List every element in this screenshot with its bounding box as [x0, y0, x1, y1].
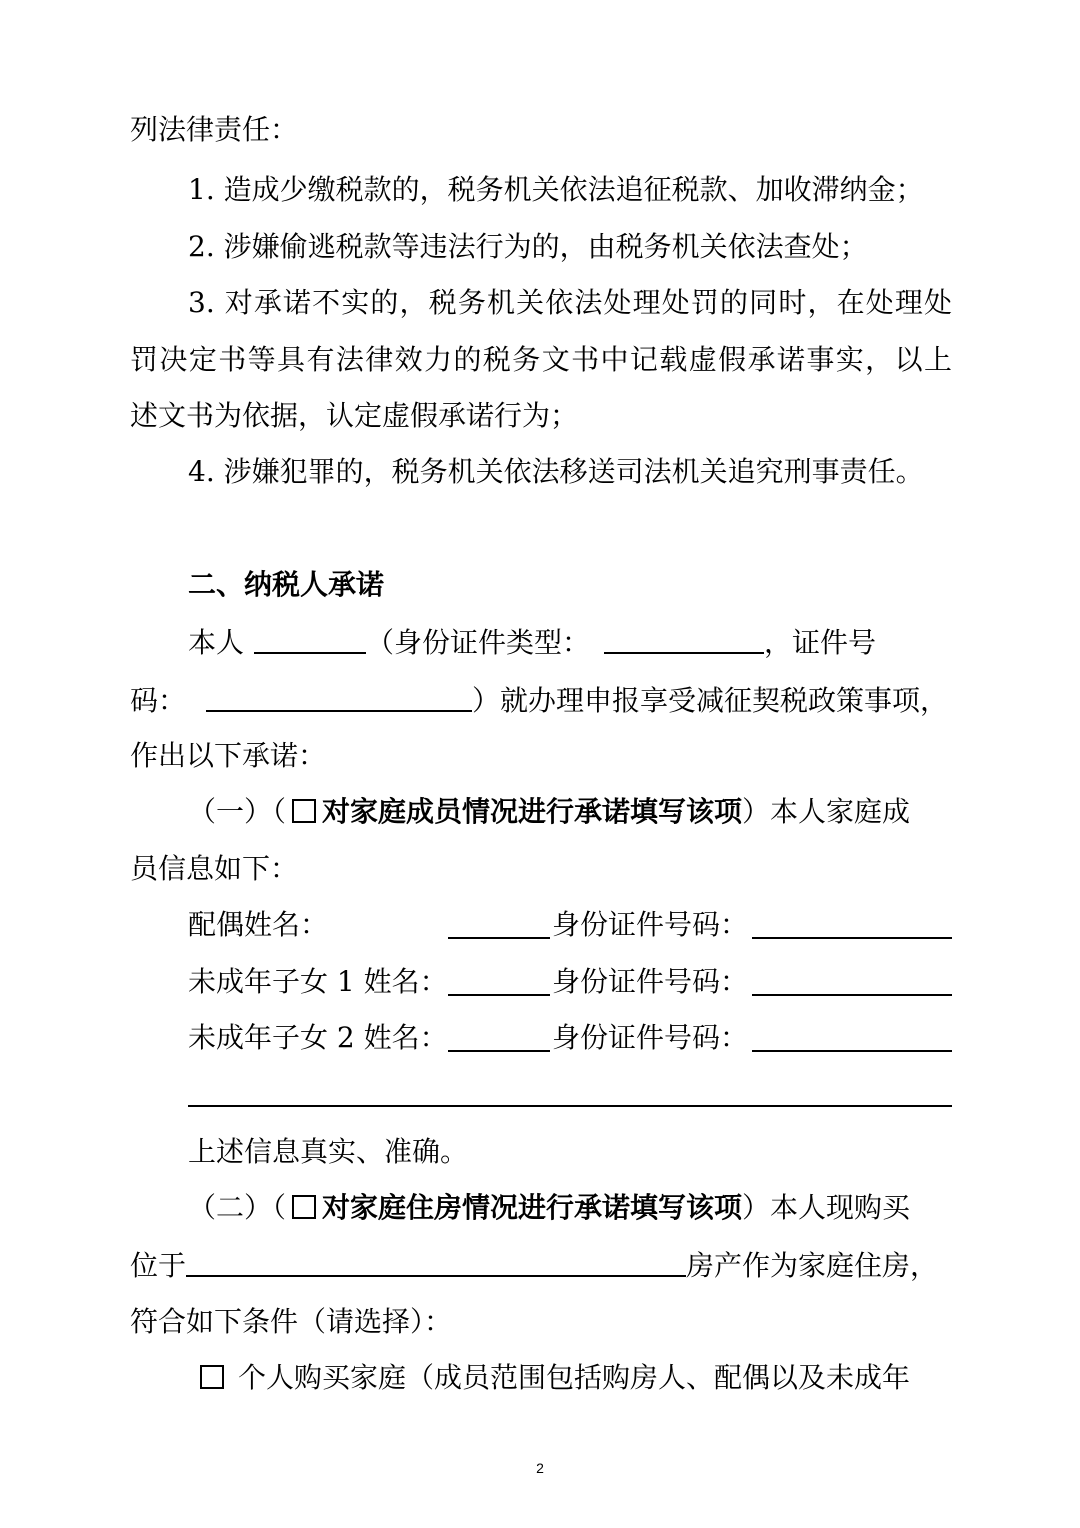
commitment-line-1 [188, 622, 952, 663]
child-1-id-blank[interactable] [752, 994, 952, 996]
paragraph-item-3-line-1: 3. 对承诺不实的，税务机关依法处理处罚的同时，在处理处 [188, 286, 952, 319]
paragraph-item-3-line-3: 述文书为依据，认定虚假承诺行为； [130, 399, 579, 432]
info-true-statement: 上述信息真实、准确。 [188, 1135, 469, 1168]
item-2-bold-text: 对家庭住房情况进行承诺填写该项 [322, 1191, 743, 1224]
paragraph-item-4: 4. 涉嫌犯罪的，税务机关依法移送司法机关追究刑事责任。 [188, 455, 924, 488]
page-number: 2 [536, 1460, 544, 1476]
location-label: 位于 [130, 1249, 187, 1282]
item-2-prefix: （二）（ [188, 1191, 287, 1224]
section-title: 二、纳税人承诺 [188, 568, 385, 601]
child-1-name-blank[interactable] [448, 994, 550, 996]
option-1-line [200, 1358, 952, 1398]
option-1-text: 个人购买家庭（成员范围包括购房人、配偶以及未成年 [238, 1361, 911, 1394]
item-2-line-3: 符合如下条件（请选择）： [130, 1305, 453, 1338]
child-2-name-label: 未成年子女 2 姓名： [188, 1021, 448, 1054]
id-number-blank[interactable] [206, 680, 472, 712]
item-2-checkbox[interactable] [292, 1195, 316, 1219]
paragraph-item-3-line-2: 罚决定书等具有法律效力的税务文书中记载虚假承诺事实，以上 [130, 343, 952, 376]
item-1-prefix: （一）（ [188, 795, 287, 828]
item-2-line-2 [130, 1245, 952, 1286]
label-id-type: （身份证件类型： [366, 626, 591, 659]
child-2-name-blank[interactable] [448, 1050, 550, 1052]
commitment-line-2 [130, 680, 952, 721]
label-code: 码： [130, 684, 187, 717]
spouse-id-label: 身份证件号码： [552, 908, 749, 941]
label-id-number: ，证件号 [764, 626, 877, 659]
commitment-matter: ）就办理申报享受减征契税政策事项， [472, 684, 949, 717]
item-1-line-2: 员信息如下： [130, 852, 299, 885]
label-self: 本人 [188, 626, 245, 659]
paragraph-item-2: 2. 涉嫌偷逃税款等违法行为的，由税务机关依法查处； [188, 230, 868, 263]
item-2-line-1 [188, 1188, 952, 1228]
item-1-suffix: ）本人家庭成 [742, 795, 911, 828]
item-2-suffix: ）本人现购买 [742, 1191, 911, 1224]
commitment-line-3: 作出以下承诺： [130, 739, 327, 772]
paragraph-item-1: 1. 造成少缴税款的，税务机关依法追征税款、加收滞纳金； [188, 173, 924, 206]
item-1-bold-text: 对家庭成员情况进行承诺填写该项 [322, 795, 743, 828]
id-type-blank[interactable] [604, 622, 764, 654]
child-1-name-label: 未成年子女 1 姓名： [188, 965, 448, 998]
child-2-id-label: 身份证件号码： [552, 1021, 749, 1054]
spouse-name-blank[interactable] [448, 937, 550, 939]
child-2-id-blank[interactable] [752, 1050, 952, 1052]
paragraph-liability-intro: 列法律责任： [130, 113, 299, 146]
spouse-id-blank[interactable] [752, 937, 952, 939]
property-usage-text: 房产作为家庭住房， [686, 1249, 939, 1282]
property-location-blank[interactable] [186, 1245, 686, 1277]
name-blank[interactable] [254, 622, 366, 654]
option-1-checkbox[interactable] [200, 1365, 224, 1389]
extra-entry-line[interactable] [188, 1105, 952, 1107]
spouse-name-label: 配偶姓名： [188, 908, 329, 941]
item-1-line-1 [188, 792, 952, 832]
item-1-checkbox[interactable] [292, 799, 316, 823]
child-1-id-label: 身份证件号码： [552, 965, 749, 998]
